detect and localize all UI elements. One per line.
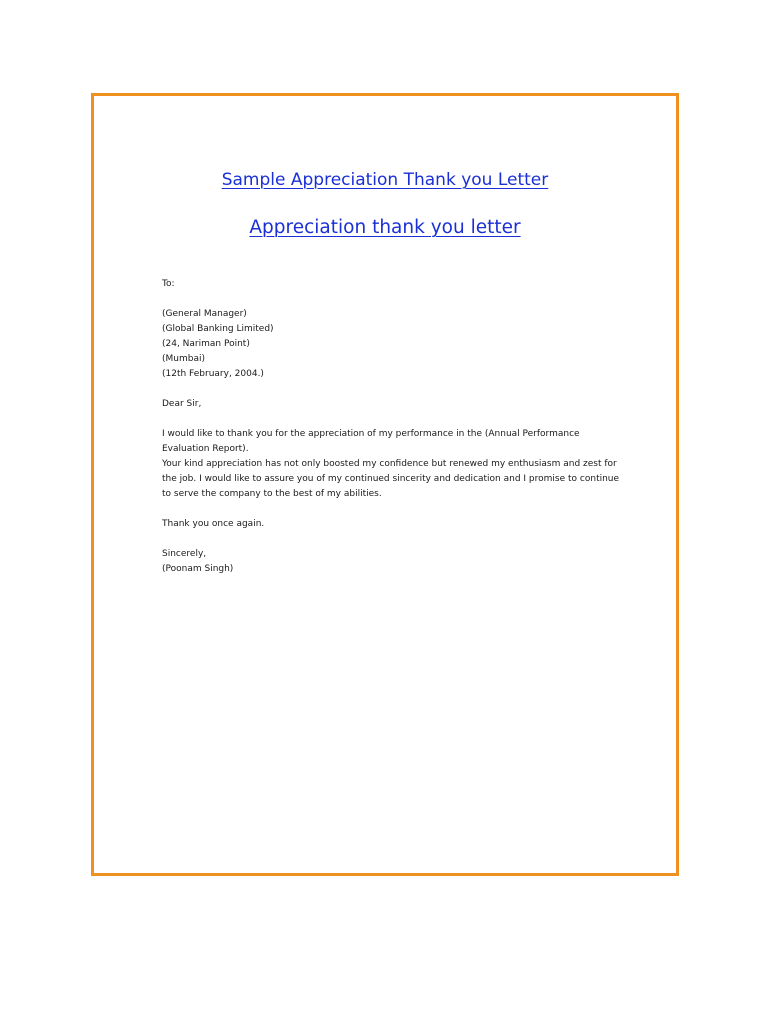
paragraph-line: to serve the company to the best of my abilities.: [162, 489, 382, 499]
signoff: Sincerely,: [162, 549, 207, 559]
paragraph-line: the job. I would like to assure you of my continued sincerity and dedication and I promise to continue: [162, 474, 620, 484]
signature-name: (Poonam Singh): [162, 564, 234, 574]
recipient-address: [162, 307, 632, 382]
spacer: [162, 412, 632, 427]
to-label: To:: [162, 279, 175, 289]
closing-note: Thank you once again.: [162, 519, 265, 529]
spacer: [162, 532, 632, 547]
letter-paragraph: [162, 427, 632, 502]
address-line: (Global Banking Limited): [162, 324, 274, 334]
address-line: (Mumbai): [162, 354, 205, 364]
letter-frame: [91, 93, 679, 876]
paragraph-line: Evaluation Report).: [162, 444, 249, 454]
paragraph-line: Your kind appreciation has not only boosted my confidence but renewed my enthusiasm and zest for: [162, 459, 617, 469]
letter-date: (12th February, 2004.): [162, 369, 264, 379]
paragraph-line: I would like to thank you for the appreciation of my performance in the (Annual Performance: [162, 429, 580, 439]
document-heading[interactable]: Sample Appreciation Thank you Letter: [221, 170, 549, 190]
document-subheading[interactable]: Appreciation thank you letter: [249, 217, 521, 238]
address-line: (General Manager): [162, 309, 247, 319]
spacer: [162, 292, 632, 307]
spacer: [162, 502, 632, 517]
salutation: Dear Sir,: [162, 399, 202, 409]
spacer: [162, 382, 632, 397]
letter-body: [162, 277, 632, 577]
address-line: (24, Nariman Point): [162, 339, 250, 349]
